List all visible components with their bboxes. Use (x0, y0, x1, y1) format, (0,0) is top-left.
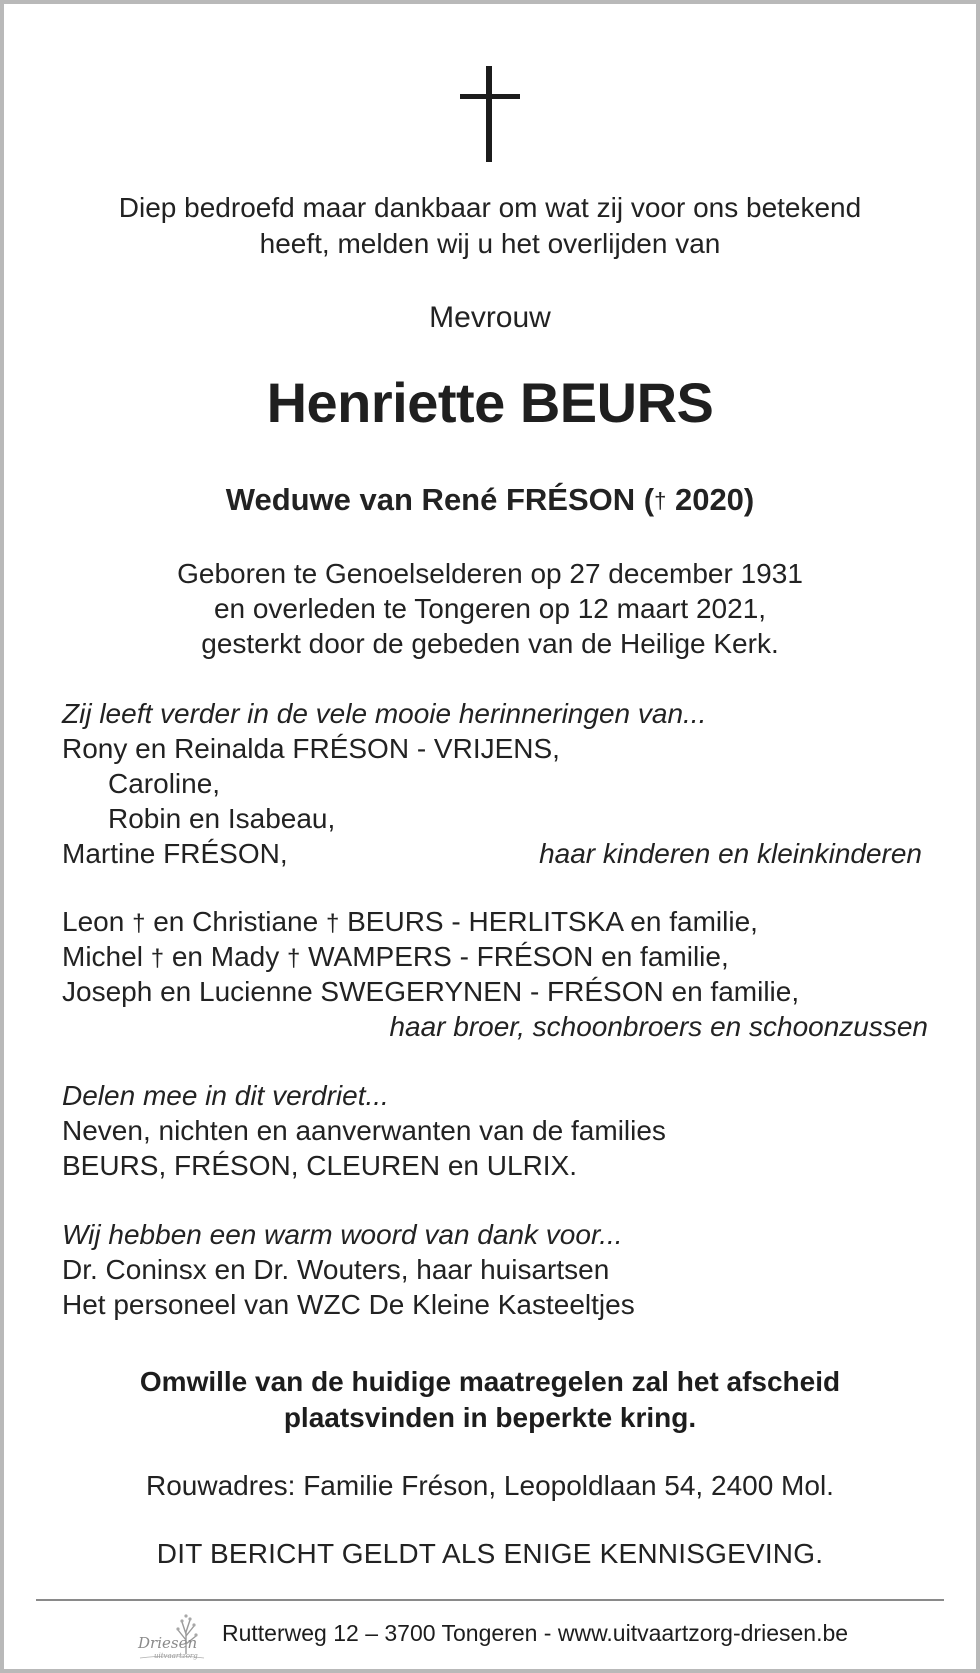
latin-cross-icon (460, 66, 520, 162)
siblings-line-2 (62, 939, 922, 974)
memories-line-4-text: Martine FRÉSON, (62, 838, 288, 869)
memories-heading: Zij leeft verder in de vele mooie herinneringen van... (62, 698, 707, 729)
memories-line-3: Robin en Isabeau, (108, 803, 336, 834)
deceased-name: Henriette BEURS (266, 371, 714, 434)
thanks-line-2: Het personeel van WZC De Kleine Kasteeltjes (62, 1289, 635, 1320)
ceremony-notice (4, 1364, 976, 1436)
intro-text (4, 190, 976, 262)
mourning-address: Rouwadres: Familie Fréson, Leopoldlaan 54, 2400 Mol. (146, 1470, 834, 1501)
dagger-icon: † (287, 945, 301, 972)
siblings-section (62, 904, 928, 1044)
funeral-home-contact: Rutterweg 12 – 3700 Tongeren - www.uitvaartzorg-driesen.be (222, 1620, 849, 1646)
siblings-relation-row (62, 1009, 928, 1044)
footer (4, 1606, 976, 1666)
intro-line-2: heeft, melden wij u het overlijden van (259, 228, 721, 259)
memories-line-4 (62, 836, 922, 871)
dagger-icon: † (325, 910, 340, 937)
siblings-line-1-a: Leon (62, 906, 133, 937)
intro-line-1: Diep bedroefd maar dankbaar om wat zij voor ons betekend (118, 192, 862, 223)
notice-line-2: plaatsvinden in beperkte kring. (283, 1402, 697, 1433)
thanks-line-1: Dr. Coninsx en Dr. Wouters, haar huisartsen (62, 1254, 610, 1285)
siblings-line-3: Joseph en Lucienne SWEGERYNEN - FRÉSON en familie, (62, 976, 800, 1007)
logo-text: Driesen (138, 1634, 198, 1652)
footer-divider (36, 1599, 944, 1601)
siblings-line-1-b: en Christiane (145, 906, 326, 937)
birth-line-2: en overleden te Tongeren op 12 maart 2021, (213, 593, 767, 624)
announcement-line: DIT BERICHT GELDT ALS ENIGE KENNISGEVING. (156, 1538, 824, 1569)
dagger-icon: † (132, 910, 146, 937)
logo-subtext: uitvaartzorg (154, 1652, 198, 1660)
share-heading: Delen mee in dit verdriet... (62, 1080, 389, 1111)
share-line-2: BEURS, FRÉSON, CLEUREN en ULRIX. (62, 1150, 578, 1181)
share-section (62, 1078, 922, 1183)
widow-prefix: Weduwe van René FRÉSON ( (225, 482, 655, 517)
thanks-heading: Wij hebben een warm woord van dank voor... (62, 1219, 623, 1250)
siblings-relation: haar broer, schoonbroers en schoonzussen (389, 1011, 928, 1042)
widow-suffix: 2020) (666, 482, 755, 517)
salutation: Mevrouw (429, 301, 551, 334)
cross-vertical-bar (486, 66, 492, 162)
birth-death-info (4, 556, 976, 661)
cross-horizontal-bar (460, 94, 520, 99)
siblings-line-1-c: BEURS - HERLITSKA en familie, (339, 906, 758, 937)
memories-line-1: Rony en Reinalda FRÉSON - VRIJENS, (62, 733, 560, 764)
dagger-icon: † (150, 945, 165, 972)
memories-section (62, 696, 922, 871)
siblings-line-1 (62, 904, 922, 939)
notice-line-1: Omwille van de huidige maatregelen zal het afscheid (139, 1366, 841, 1397)
thanks-section (62, 1217, 922, 1322)
siblings-line-2-b: en Mady (164, 941, 288, 972)
share-line-1: Neven, nichten en aanverwanten van de families (62, 1115, 666, 1146)
memories-line-2: Caroline, (108, 768, 221, 799)
siblings-line-2-a: Michel (62, 941, 151, 972)
birth-line-1: Geboren te Genoelselderen op 27 december 1931 (177, 558, 803, 589)
widow-line (4, 480, 976, 523)
dagger-icon: † (654, 488, 667, 513)
memories-relation: haar kinderen en kleinkinderen (539, 838, 922, 869)
birth-line-3: gesterkt door de gebeden van de Heilige Kerk. (201, 628, 779, 659)
funeral-home-logo (134, 1610, 210, 1664)
siblings-line-2-c: WAMPERS - FRÉSON en familie, (300, 941, 729, 972)
